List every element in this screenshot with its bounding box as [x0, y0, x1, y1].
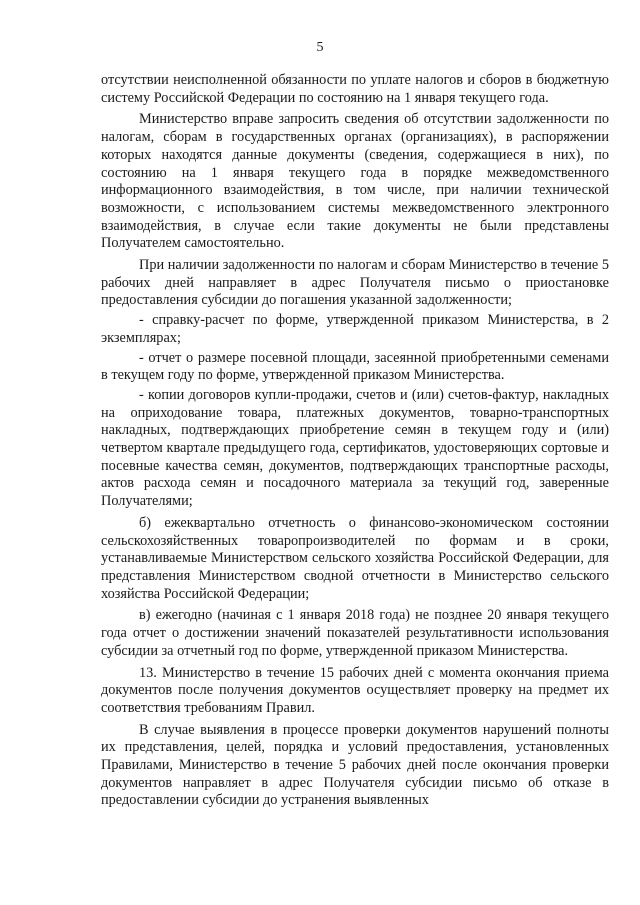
- page-number: 5: [316, 40, 324, 55]
- list-item-contract-copies: - копии договоров купли-продажи, счетов и (или) счетов-фактур, накладных на оприходование товара, платежных документов, товарно-транспортных накладных, подтверждающих приобретение семян в текущем году и (или) четвертом квартале предыдущего года, сертификатов, удостоверяющих сортовые и посевные качества семян, документов, подтверждающих транспортные расходы, актов расхода семян и посадочного материала за текущий год, заверенные Получателями;: [101, 386, 609, 510]
- paragraph-debt-notice: При наличии задолженности по налогам и сборам Министерство в течение 5 рабочих дней направляет в адрес Получателя письмо о приостановке предоставления субсидии до погашения указанной задолженности;: [101, 257, 609, 309]
- paragraph-quarterly-report: б) ежеквартально отчетность о финансово-экономическом состоянии сельскохозяйственных товаропроизводителей по формам и в сроки, устанавливаемые Министерством сельского хозяйства Российской Федерации, для представления Министерством сводной отчетности в Министерство сельского хозяйства Российской Федерации;: [101, 514, 609, 602]
- paragraph-continuation: отсутствии неисполненной обязанности по уплате налогов и сборов в бюджетную систему Российской Федерации по состоянию на 1 января текущего года.: [101, 72, 609, 106]
- document-body: [101, 72, 609, 812]
- list-item-sowing-report: - отчет о размере посевной площади, засеянной приобретенными семенами в текущем году по форме, утвержденной приказом Министерства.: [101, 349, 609, 384]
- list-item-calculation: - справку-расчет по форме, утвержденной приказом Министерства, в 2 экземплярах;: [101, 312, 609, 346]
- paragraph-clause-13: 13. Министерство в течение 15 рабочих дней с момента окончания приема документов после получения документов осуществляет проверку на предмет их соответствия требованиям Правил.: [101, 664, 609, 716]
- paragraph-ministry-request: Министерство вправе запросить сведения об отсутствии задолженности по налогам, сборам в государственных органах (организациях), в распоряжении которых находятся данные документы (сведения, содержащиеся в них), по состоянию на 1 января текущего года в порядке межведомственного информационного взаимодействия, в том числе, при наличии технической возможности, с использованием системы межведомственного электронного взаимодействия, в случае если такие документы не были представлены Получателем самостоятельно.: [101, 111, 609, 252]
- paragraph-violations: В случае выявления в процессе проверки документов нарушений полноты их представления, целей, порядка и условий предоставления, установленных Правилами, Министерство в течение 5 рабочих дней после окончания проверки документов направляет в адрес Получателя субсидии письмо об отказе в предоставлении субсидии до устранения выявленных: [101, 721, 609, 809]
- paragraph-annual-report: в) ежегодно (начиная с 1 января 2018 года) не позднее 20 января текущего года отчет о достижении значений показателей результативности использования субсидии за отчетный год по форме, утвержденной приказом Министерства.: [101, 607, 609, 659]
